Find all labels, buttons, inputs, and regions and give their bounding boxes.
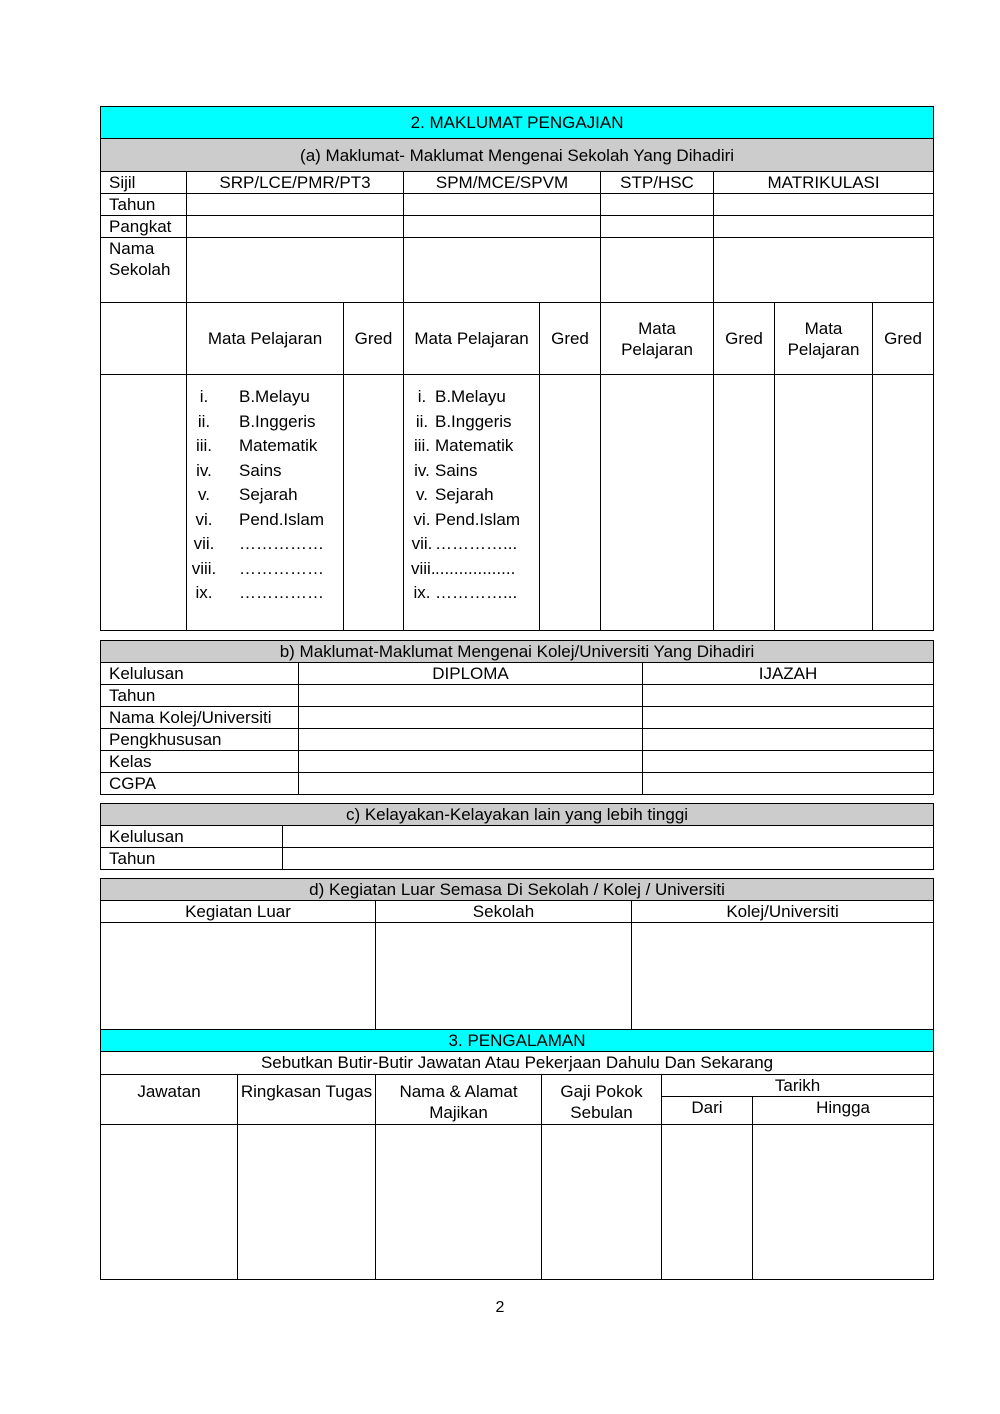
subject-number: viii. [191,558,217,578]
subject-item [411,410,539,435]
subject-name: B.Melayu [435,387,506,406]
label-tahun: Tahun [101,194,187,216]
input-nama-sekolah-matrikulasi[interactable] [714,238,934,303]
grade-header-stp: Gred [714,303,775,375]
input-pangkat-srp[interactable] [187,216,404,238]
label-tahun: Tahun [101,685,299,707]
input-kelas-ijazah[interactable] [643,751,934,773]
subject-name: Sains [435,460,478,480]
input-kelulusan-lain[interactable] [283,826,934,848]
col-gaji-pokok: Gaji Pokok Sebulan [542,1075,662,1125]
cert-header-stp: STP/HSC [601,172,714,194]
input-kegiatan-luar[interactable] [101,923,376,1030]
subject-name: Matematik [239,436,318,455]
input-kelas-diploma[interactable] [299,751,643,773]
page-number: 2 [495,1299,505,1316]
subjects-spm [404,375,540,631]
subject-number: i. [417,387,427,406]
label-kelulusan: Kelulusan [101,826,283,848]
col-hingga: Hingga [753,1097,934,1125]
input-cgpa-diploma[interactable] [299,773,643,795]
subject-number: ii. [197,411,211,431]
subject-number: ii. [415,411,429,431]
label-pengkhususan: Pengkhususan [101,729,299,751]
subject-item [411,459,539,484]
subject-item [411,532,539,557]
subject-number: vi. [413,509,431,529]
input-pengkhususan-ijazah[interactable] [643,729,934,751]
col-tarikh: Tarikh [662,1075,934,1097]
section-2d-title: d) Kegiatan Luar Semasa Di Sekolah / Kolej / Universiti [101,879,934,901]
subject-header-stp: Mata Pelajaran [601,303,714,375]
input-kegiatan-sekolah[interactable] [376,923,632,1030]
subject-item [187,459,343,484]
subject-item [187,410,343,435]
grade-header-srp: Gred [344,303,404,375]
subject-item [411,385,539,410]
subject-name: ................. [435,558,516,578]
label-sijil: Sijil [101,172,187,194]
subject-name: …………… [239,558,324,578]
subject-name: Pend.Islam [239,509,325,529]
blank-subject-cell [101,375,187,631]
subject-item [187,483,343,508]
subject-name: Matematik [435,436,514,455]
subject-number: iii. [413,436,431,455]
subject-item [411,557,539,582]
subject-number: v. [416,485,428,504]
input-tarikh-hingga[interactable] [753,1125,934,1280]
subject-list-spm [411,385,539,606]
subject-number: vii. [411,534,433,553]
col-ringkasan-tugas: Ringkasan Tugas [238,1075,376,1125]
input-tarikh-dari[interactable] [662,1125,753,1280]
blank-header-cell [101,303,187,375]
input-nama-alamat-majikan[interactable] [376,1125,542,1280]
table-kegiatan-pengalaman [100,878,934,1280]
col-kegiatan-luar: Kegiatan Luar [101,901,376,923]
col-sekolah: Sekolah [376,901,632,923]
input-grades-matrikulasi[interactable] [873,375,934,631]
label-nama-sekolah: Nama Sekolah [101,238,187,303]
subject-item [187,508,343,533]
input-jawatan[interactable] [101,1125,238,1280]
col-dari: Dari [662,1097,753,1125]
input-pangkat-spm[interactable] [404,216,601,238]
grade-header-matrikulasi: Gred [873,303,934,375]
subject-header-spm: Mata Pelajaran [404,303,540,375]
subject-number: ix. [413,583,431,602]
input-tahun-diploma[interactable] [299,685,643,707]
section-3-subtitle: Sebutkan Butir-Butir Jawatan Atau Pekerjaan Dahulu Dan Sekarang [101,1052,934,1075]
label-tahun: Tahun [101,848,283,870]
cert-header-matrikulasi: MATRIKULASI [714,172,934,194]
subject-number: v. [198,485,210,504]
subject-name: Sains [239,460,282,480]
input-tahun-srp[interactable] [187,194,404,216]
input-tahun-lain[interactable] [283,848,934,870]
label-cgpa: CGPA [101,773,299,795]
table-kolej [100,640,934,795]
subject-number: viii. [411,558,436,578]
col-jawatan: Jawatan [101,1075,238,1125]
subject-item [411,483,539,508]
input-ringkasan-tugas[interactable] [238,1125,376,1280]
input-nama-kolej-diploma[interactable] [299,707,643,729]
subject-header-srp: Mata Pelajaran [187,303,344,375]
subject-name: B.Inggeris [239,411,316,431]
label-nama-kolej: Nama Kolej/Universiti [101,707,299,729]
table-sekolah [100,106,934,631]
section-2c-title: c) Kelayakan-Kelayakan lain yang lebih tinggi [101,804,934,826]
col-diploma: DIPLOMA [299,663,643,685]
input-tahun-spm[interactable] [404,194,601,216]
col-ijazah: IJAZAH [643,663,934,685]
label-pangkat: Pangkat [101,216,187,238]
subject-item [187,434,343,459]
subject-name: …………… [239,583,324,602]
section-2b-title: b) Maklumat-Maklumat Mengenai Kolej/Universiti Yang Dihadiri [101,641,934,663]
subject-name: B.Melayu [239,387,310,406]
input-gaji-pokok[interactable] [542,1125,662,1280]
input-nama-sekolah-spm[interactable] [404,238,601,303]
input-grades-stp[interactable] [714,375,775,631]
subject-name: Pend.Islam [435,509,521,529]
subject-number: i. [199,387,209,406]
input-pangkat-matrikulasi[interactable] [714,216,934,238]
input-tahun-ijazah[interactable] [643,685,934,707]
input-pangkat-stp[interactable] [601,216,714,238]
subject-name: Sejarah [239,485,298,504]
input-nama-kolej-ijazah[interactable] [643,707,934,729]
subject-number: vi. [195,509,213,529]
subject-item [411,508,539,533]
col-nama-alamat-majikan: Nama & Alamat Majikan [376,1075,542,1125]
input-cgpa-ijazah[interactable] [643,773,934,795]
input-pengkhususan-diploma[interactable] [299,729,643,751]
input-nama-sekolah-srp[interactable] [187,238,404,303]
subject-item [187,532,343,557]
subject-item [187,557,343,582]
subject-name: B.Inggeris [435,411,512,431]
col-kolej-universiti: Kolej/Universiti [632,901,934,923]
subject-number: ix. [195,583,213,602]
input-kegiatan-kolej[interactable] [632,923,934,1030]
subject-item [187,581,343,606]
subject-list-srp [187,385,343,606]
cert-header-srp: SRP/LCE/PMR/PT3 [187,172,404,194]
section-2-title: 2. MAKLUMAT PENGAJIAN [101,107,934,139]
subject-number: iii. [195,436,213,455]
input-grades-spm[interactable] [540,375,601,631]
label-kelulusan: Kelulusan [101,663,299,685]
subjects-srp [187,375,344,631]
section-3-title: 3. PENGALAMAN [101,1030,934,1052]
label-kelas: Kelas [101,751,299,773]
subject-name: …………… [239,534,324,553]
subject-number: vii. [193,534,215,553]
subject-name: …………... [435,534,518,553]
grade-header-spm: Gred [540,303,601,375]
input-tahun-stp[interactable] [601,194,714,216]
subject-header-matrikulasi: Mata Pelajaran [775,303,873,375]
input-nama-sekolah-stp[interactable] [601,238,714,303]
subject-name: …………... [435,583,518,602]
section-2a-title: (a) Maklumat- Maklumat Mengenai Sekolah Yang Dihadiri [101,139,934,172]
input-subjects-stp[interactable] [601,375,714,631]
subject-item [411,581,539,606]
input-tahun-matrikulasi[interactable] [714,194,934,216]
subject-name: Sejarah [435,485,494,504]
cert-header-spm: SPM/MCE/SPVM [404,172,601,194]
subject-item [187,385,343,410]
input-subjects-matrikulasi[interactable] [775,375,873,631]
subject-number: iv. [414,460,430,480]
subject-number: iv. [196,460,212,480]
table-kelayakan-lain [100,803,934,870]
input-grades-srp[interactable] [344,375,404,631]
subject-item [411,434,539,459]
